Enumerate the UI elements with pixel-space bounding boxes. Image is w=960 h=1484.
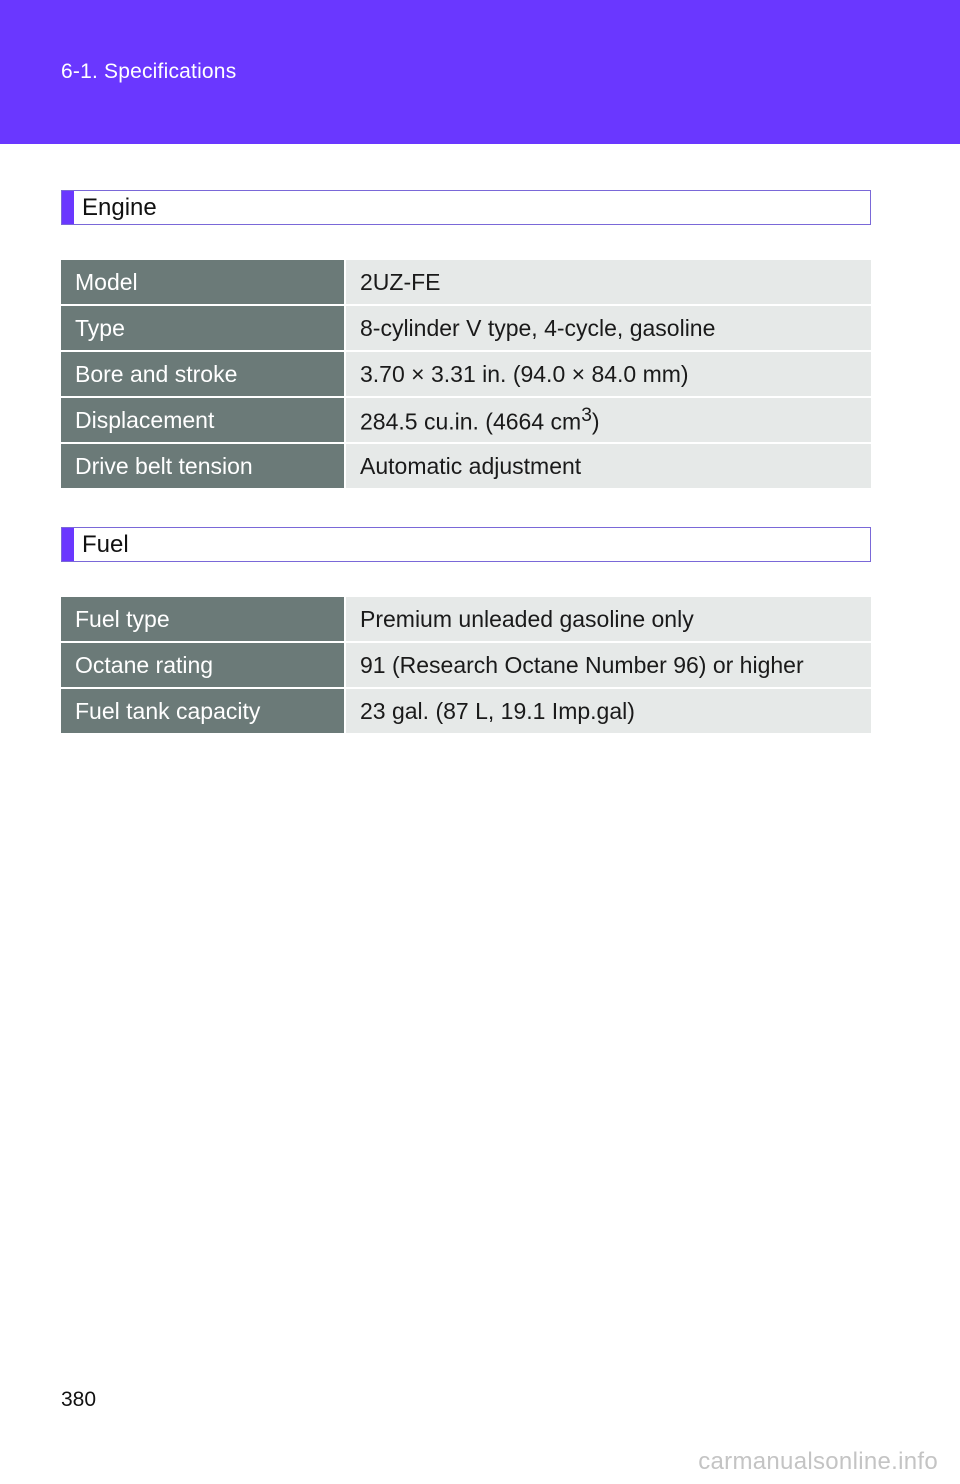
- spec-value: Automatic adjustment: [346, 444, 871, 490]
- displacement-value: 284.5 cu.in. (4664 cm: [360, 408, 582, 435]
- section-title: Engine: [82, 194, 157, 221]
- section-marker: [62, 191, 74, 224]
- spec-value: [346, 398, 871, 444]
- spec-label: Bore and stroke: [61, 352, 346, 398]
- spec-label: Drive belt tension: [61, 444, 346, 490]
- spec-value: 23 gal. (87 L, 19.1 Imp.gal): [346, 689, 871, 735]
- table-row: [61, 689, 871, 735]
- table-row: [61, 444, 871, 490]
- spec-value: 8-cylinder V type, 4-cycle, gasoline: [346, 306, 871, 352]
- spec-label: Displacement: [61, 398, 346, 444]
- spec-value: 2UZ-FE: [346, 260, 871, 306]
- engine-spec-table: [61, 260, 871, 490]
- spec-label: Fuel tank capacity: [61, 689, 346, 735]
- superscript-exponent: 3: [581, 404, 592, 426]
- table-row: [61, 352, 871, 398]
- watermark: carmanualsonline.info: [698, 1448, 938, 1475]
- table-row: [61, 643, 871, 689]
- spec-label: Fuel type: [61, 597, 346, 643]
- section-title: Fuel: [82, 531, 129, 558]
- table-row: [61, 398, 871, 444]
- spec-label: Model: [61, 260, 346, 306]
- section-heading-fuel: [61, 527, 871, 562]
- table-row: [61, 597, 871, 643]
- section-marker: [62, 528, 74, 561]
- table-row: [61, 260, 871, 306]
- breadcrumb: 6-1. Specifications: [61, 60, 237, 83]
- displacement-tail: ): [591, 408, 600, 435]
- spec-label: Type: [61, 306, 346, 352]
- spec-label: Octane rating: [61, 643, 346, 689]
- spec-value: 3.70 × 3.31 in. (94.0 × 84.0 mm): [346, 352, 871, 398]
- section-heading-engine: [61, 190, 871, 225]
- spec-value: 91 (Research Octane Number 96) or higher: [346, 643, 871, 689]
- page-number: 380: [61, 1388, 97, 1411]
- fuel-spec-table: [61, 597, 871, 735]
- table-row: [61, 306, 871, 352]
- spec-value: Premium unleaded gasoline only: [346, 597, 871, 643]
